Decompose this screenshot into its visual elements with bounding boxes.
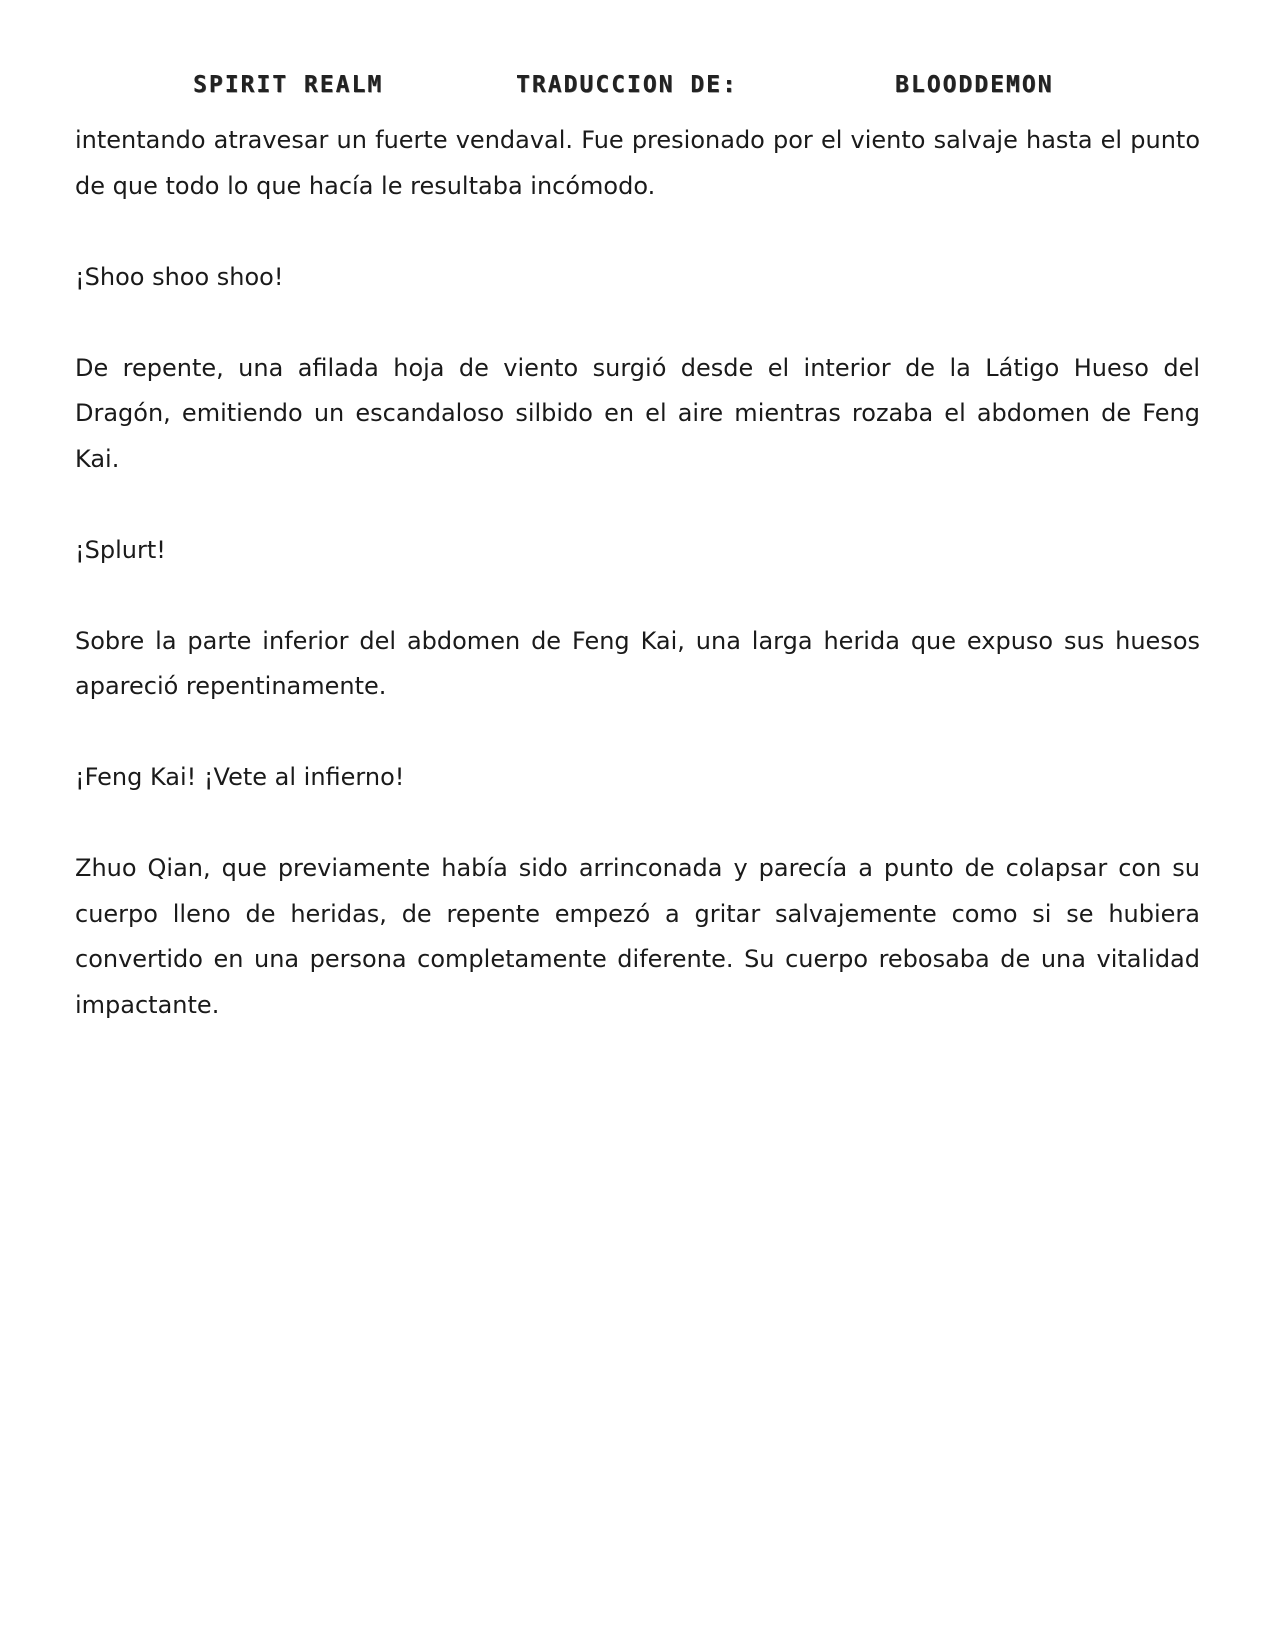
header-title-right: BLOODDEMON bbox=[895, 72, 1054, 98]
header-title-left: SPIRIT REALM bbox=[193, 72, 384, 98]
paragraph: Sobre la parte inferior del abdomen de Feng Kai, una larga herida que expuso sus huesos apareció repentinamente. bbox=[75, 626, 1200, 700]
document-body bbox=[75, 118, 1200, 1074]
page-header bbox=[0, 72, 1275, 108]
paragraph: Zhuo Qian, que previamente había sido arrinconada y parecía a punto de colapsar con su cuerpo lleno de heridas, de repente empezó a gritar salvajemente como si se hubiera convertido en una persona completamente diferente. Su cuerpo rebosaba de una vitalidad impactante. bbox=[75, 854, 1200, 1019]
paragraph: De repente, una afilada hoja de viento surgió desde el interior de la Látigo Hueso del Dragón, emitiendo un escandaloso silbido en el aire mientras rozaba el abdomen de Feng Kai. bbox=[75, 353, 1200, 473]
paragraph: ¡Splurt! bbox=[75, 535, 166, 564]
paragraph: ¡Shoo shoo shoo! bbox=[75, 262, 284, 291]
header-title-center: TRADUCCION DE: bbox=[516, 72, 738, 98]
paragraph: intentando atravesar un fuerte vendaval. Fue presionado por el viento salvaje hasta el punto de que todo lo que hacía le resultaba incómodo. bbox=[75, 126, 1200, 200]
paragraph: ¡Feng Kai! ¡Vete al infierno! bbox=[75, 763, 405, 791]
